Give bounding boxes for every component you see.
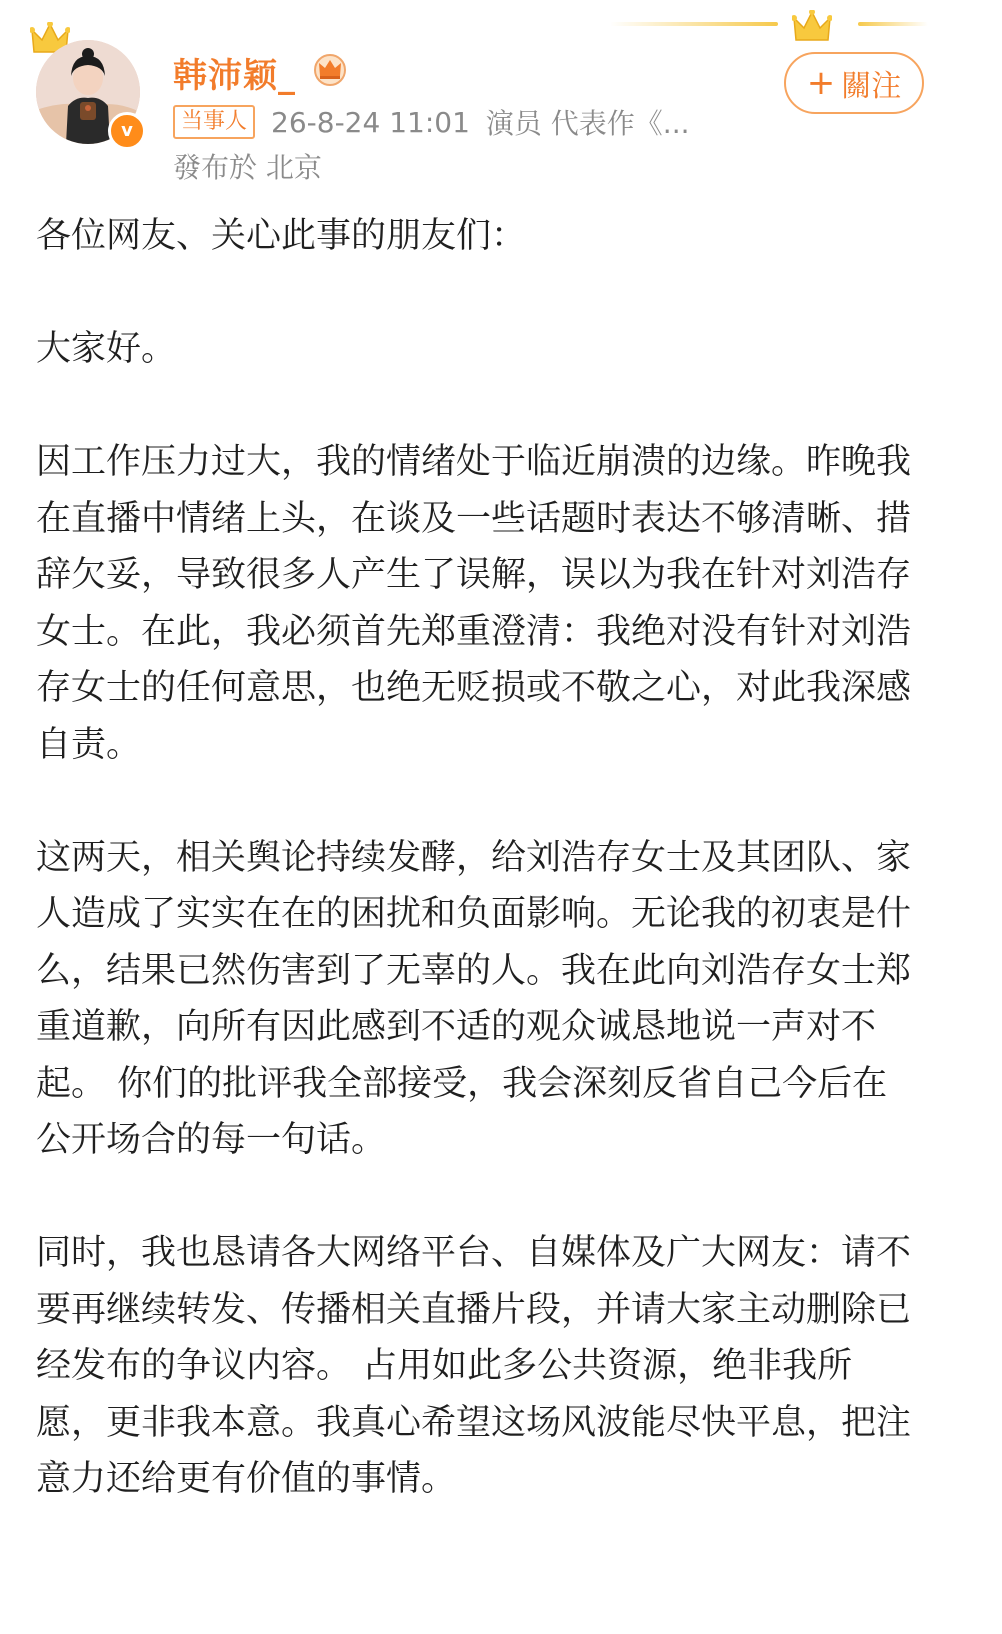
- post-paragraph: 因工作压力过大，我的情绪处于临近崩溃的边缘。昨晚我在直播中情绪上头，在谈及一些话题时表达不够清晰、措辞欠妥，导致很多人产生了误解，误以为我在针对刘浩存女士。在此，我必须首先郑重澄清：我绝对没有针对刘浩存女士的任何意思，也绝无贬损或不敬之心，对此我深感自责。: [36, 442, 912, 765]
- post-paragraph: 各位网友、关心此事的朋友们：: [36, 216, 527, 256]
- verified-icon: v: [108, 112, 146, 150]
- post-location: 發布於 北京: [173, 151, 322, 184]
- follow-button[interactable]: [784, 52, 924, 114]
- header-decoration-line: [858, 22, 928, 26]
- post-body: [36, 208, 916, 1508]
- post-paragraph: 这两天，相关舆论持续发酵，给刘浩存女士及其团队、家人造成了实实在在的困扰和负面影响。无论我的初衷是什么，结果已然伤害到了无辜的人。我在此向刘浩存女士郑重道歉，向所有因此感到不适的观众诚恳地说一声对不起。 你们的批评我全部接受，我会深刻反省自己今后在公开场合的每一句话。: [36, 837, 912, 1160]
- post-meta: [173, 102, 690, 142]
- post-timestamp: 26-8-24 11:01: [271, 105, 470, 139]
- crown-icon: [792, 10, 832, 44]
- username[interactable]: 韩沛颖_: [173, 56, 296, 96]
- post-paragraph: 大家好。: [36, 329, 177, 369]
- plus-icon: +: [806, 63, 836, 103]
- vip-crown-icon: [312, 52, 348, 86]
- author-description[interactable]: 演员 代表作《...: [485, 107, 690, 140]
- header-decoration-line: [610, 22, 778, 26]
- post-paragraph: 同时，我也恳请各大网络平台、自媒体及广大网友：请不要再继续转发、传播相关直播片段，并请大家主动删除已经发布的争议内容。 占用如此多公共资源，绝非我所愿，更非我本意。我真心希望这场风波能尽快平息，把注意力还给更有价值的事情。: [36, 1233, 912, 1499]
- follow-label: 關注: [841, 69, 902, 104]
- party-tag: 当事人: [173, 105, 255, 139]
- post-header: [0, 0, 1002, 190]
